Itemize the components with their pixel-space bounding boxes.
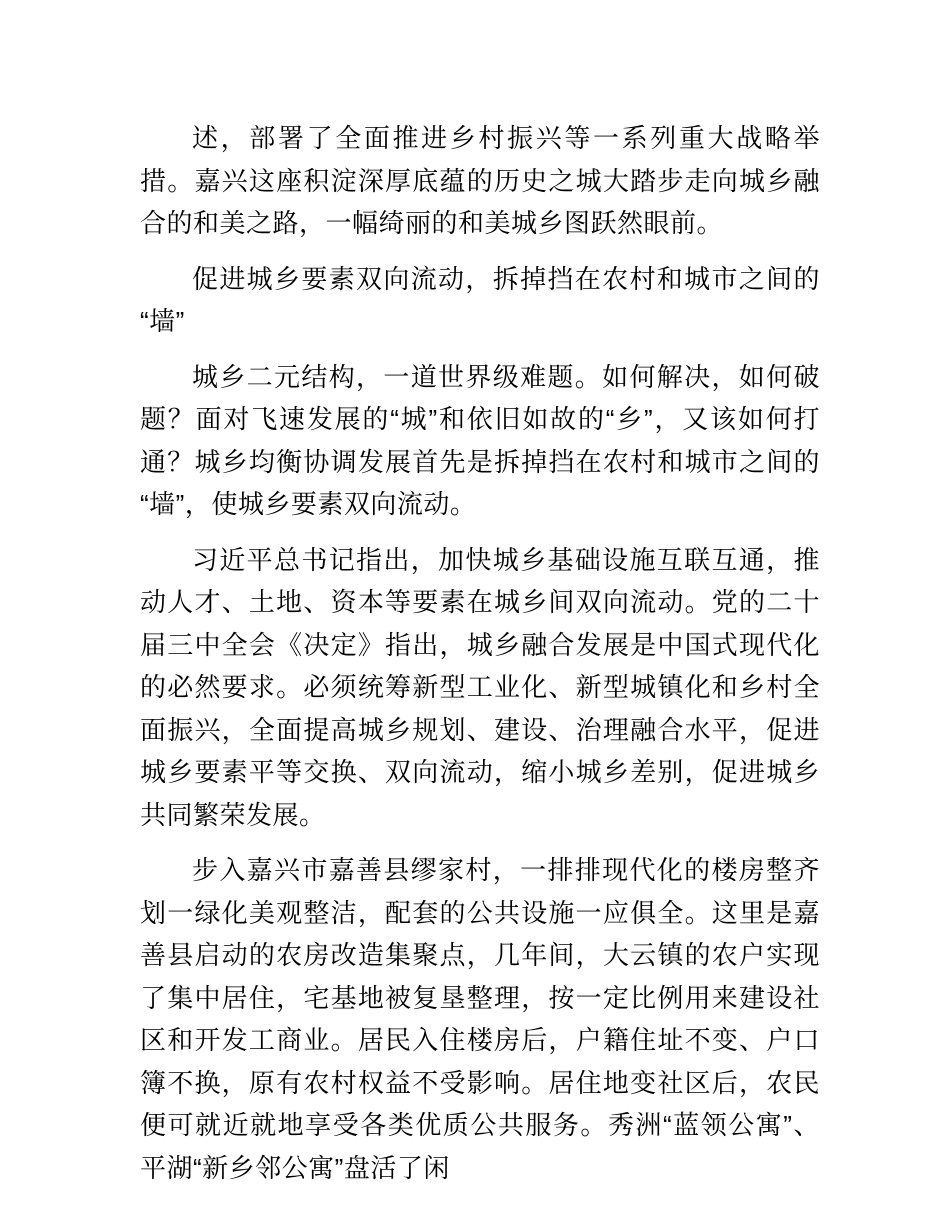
body-paragraph: 城乡二元结构，一道世界级难题。如何解决，如何破题？面对飞速发展的“城”和依旧如故的“乡”，又该如何打通？城乡均衡协调发展首先是拆掉挡在农村和城市之间的“墙”，使城乡要素双向流动。 — [140, 361, 820, 519]
body-paragraph: 步入嘉兴市嘉善县缪家村，一排排现代化的楼房整齐划一绿化美观整洁，配套的公共设施一应俱全。这里是嘉善县启动的农房改造集聚点，几年间，大云镇的农户实现了集中居住，宅基地被复垦整理，按一定比例用来建设社区和开发工商业。居民入住楼房后，户籍住址不变、户口簿不换，原有农村权益不受影响。居住地变社区后，农民便可就近就地享受各类优质公共服务。秀洲“蓝领公寓”、平湖“新乡邻公寓”盘活了闲 — [140, 855, 820, 1183]
body-paragraph: 习近平总书记指出，加快城乡基础设施互联互通，推动人才、土地、资本等要素在城乡间双向流动。党的二十届三中全会《决定》指出，城乡融合发展是中国式现代化的必然要求。必须统筹新型工业化、新型城镇化和乡村全面振兴，全面提高城乡规划、建设、治理融合水平，促进城乡要素平等交换、双向流动，缩小城乡差别，促进城乡共同繁荣发展。 — [140, 544, 820, 830]
body-paragraph: 述，部署了全面推进乡村振兴等一系列重大战略举措。嘉兴这座积淀深厚底蕴的历史之城大踏步走向城乡融合的和美之路，一幅绮丽的和美城乡图跃然眼前。 — [140, 123, 820, 238]
section-heading-paragraph: 促进城乡要素双向流动，拆掉挡在农村和城市之间的“墙” — [140, 263, 820, 336]
